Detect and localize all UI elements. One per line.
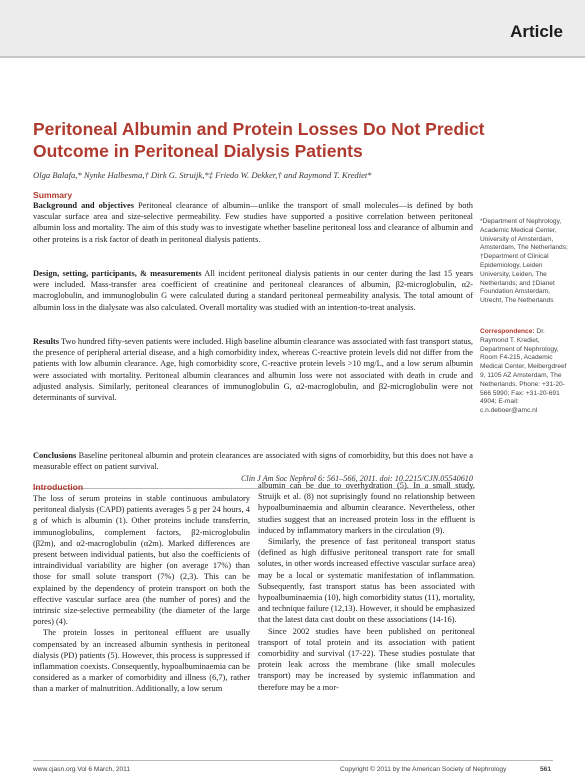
correspondence-text: Dr. Raymond T. Krediet, Department of Nephrology, Room F4-215, Academic Medical Center, Meibergdreef 9, 1105 AZ Amsterdam, The Netherlands. Phone: +31-20-566 5990; Fax: +31-20-691 4904; E-mail: c.n.deboer@amc.nl — [480, 328, 567, 415]
conclusions-label: Conclusions — [33, 451, 77, 460]
article-label: Article — [510, 22, 563, 41]
intro-paragraph-3: albumin can be due to overhydration (5). In a small study, Struijk et al. (8) not suprisingly found no relationship between hypoalbuminaemia and albumin clearance. Nevertheless, other studies suggest that an increased protein loss in the effluent is induced by inflammatory markers in the circulation (9). — [258, 481, 475, 535]
abstract-background — [33, 200, 473, 245]
results-text: Two hundred fifty-seven patients were included. High baseline albumin clearance was associated with fast transport status, the presence of peripheral arterial disease, and a high comorbidity index, whereas C-reactive protein levels did not differ from the patients with low albumin clearance. Age, high comorbidity score, C-reactive protein levels >10 mg/L, and a low serum albumin were associated with mortality. Peritoneal albumin clearances and albumin loss were not associated with death in crude and adjusted analysis. Similarly, peritoneal clearances of immunoglobulin G, α2-macroglobulin, and β2-microglobulin were not determinants of survival. — [33, 337, 473, 403]
journal-citation: Clin J Am Soc Nephrol 6: 561–566, 2011. doi: 10.2215/CJN.05540610 — [240, 474, 473, 483]
author-list: Olga Balafa,* Nynke Halbesma,† Dirk G. Struijk,*‡ Friedo W. Dekker,† and Raymond T. Krediet* — [33, 170, 372, 180]
header-band — [0, 0, 585, 56]
abstract-design — [33, 268, 473, 313]
correspondence-label: Correspondence: — [480, 328, 535, 335]
summary-heading: Summary — [33, 190, 73, 200]
affiliations: *Department of Nephrology, Academic Medical Center, University of Amsterdam, Amsterdam, The Netherlands; †Department of Clinical Epidemiology, Leiden University, Leiden, The Netherlands; and ‡Dianet Foundation Amsterdam, Utrecht, The Netherlands — [480, 218, 568, 305]
design-text: All incident peritoneal dialysis patients in our center during the last 15 years were included. Mass-transfer area coefficient of creatinine and peritoneal clearances of albumin, β2-microglobulin, α2-macroglobulin, and immunoglobulin G were calculated during a standard peritoneal permeability analysis. The total amount of albumin loss in the dialysate was also calculated. Overall mortality was studied with an intention-to-treat analysis. — [33, 269, 474, 312]
intro-paragraph-5: Since 2002 studies have been published on peritoneal transport of total protein and its association with patient comorbidity and survival (17-22). These studies postulate that protein leak across the membrane (like small molecules transport) may be increased by systemic inflammation and therefore may be a mor- — [258, 626, 475, 692]
paper-title: Peritoneal Albumin and Protein Losses Do Not Predict Outcome in Peritoneal Dialysis Patients — [33, 119, 485, 161]
background-text: Peritoneal clearance of albumin—unlike the transport of small molecules—is defined by both vascular surface area and size-selective permeability. Few studies have supported a positive correlation between peritoneal albumin loss and mortality. The aim of this study was to investigate whether baseline peritoneal loss and clearance of albumin and other proteins is a risk factor of death in peritoneal dialysis patients. — [33, 201, 473, 244]
intro-column-left — [33, 493, 250, 695]
intro-paragraph-4: Similarly, the presence of fast peritoneal transport status (defined as high diffusive peritoneal transport rate for small solutes, in other words increased effective vascular surface area) may be a local or systematic manifestation of inflammation. Subsequently, fast transport status has been associated with hypoalbuminaemia (10), high comorbidity status (11), mortality, and technique failure (12,13). However, it should be emphasized that the latest data cast doubt on these associations (14-16). — [258, 537, 475, 625]
correspondence — [480, 328, 570, 416]
introduction-heading: Introduction — [33, 482, 84, 492]
abstract-results — [33, 336, 473, 403]
footer-journal: www.cjasn.org Vol 6 March, 2011 — [33, 766, 130, 773]
results-label: Results — [33, 337, 60, 346]
intro-column-right — [258, 480, 475, 693]
intro-paragraph-2: The protein losses in peritoneal effluent are usually compensated by an increased albumin synthesis in peritoneal dialysis (PD) patients (5). However, this process is suppressed if inflammation coexists. Consequently, hypoalbuminaemia can be considered as a marker of comorbidity and illness (6,7), rather than a marker of malnutrition. Additionally, a low serum — [33, 628, 250, 694]
footer-rule — [33, 760, 553, 761]
conclusions-text: Baseline peritoneal albumin and protein clearances are associated with signs of comorbidity, but this does not have a measurable effect on patient survival. — [33, 451, 473, 472]
intro-paragraph-1: The loss of serum proteins in stable continuous ambulatory peritoneal dialysis (CAPD) patients averages 5 g per 24 hours, 4 g of which is albumin (1). Other proteins include transferrin, immunoglobulins, complement factors, β2-microglobulin (β2m), and α2-macroglobulin (α2m). Marked differences are present between individual patients, but also the coefficients of intraindividual variability are higher (on average 17%) than those for small solute transport (7%) (2,3). This can be explained by the dependency of protein transport on both the effective vascular surface area (the number of pores) and the intrinsic size-selective permeability (the diameter of the large pores) (4). — [33, 494, 250, 627]
header-rule — [0, 56, 585, 58]
abstract-conclusions — [33, 450, 473, 472]
background-label: Background and objectives — [33, 201, 134, 210]
footer-copyright: Copyright © 2011 by the American Society of Nephrology — [340, 766, 507, 773]
page-number: 561 — [540, 766, 552, 773]
design-label: Design, setting, participants, & measurements — [33, 269, 202, 278]
